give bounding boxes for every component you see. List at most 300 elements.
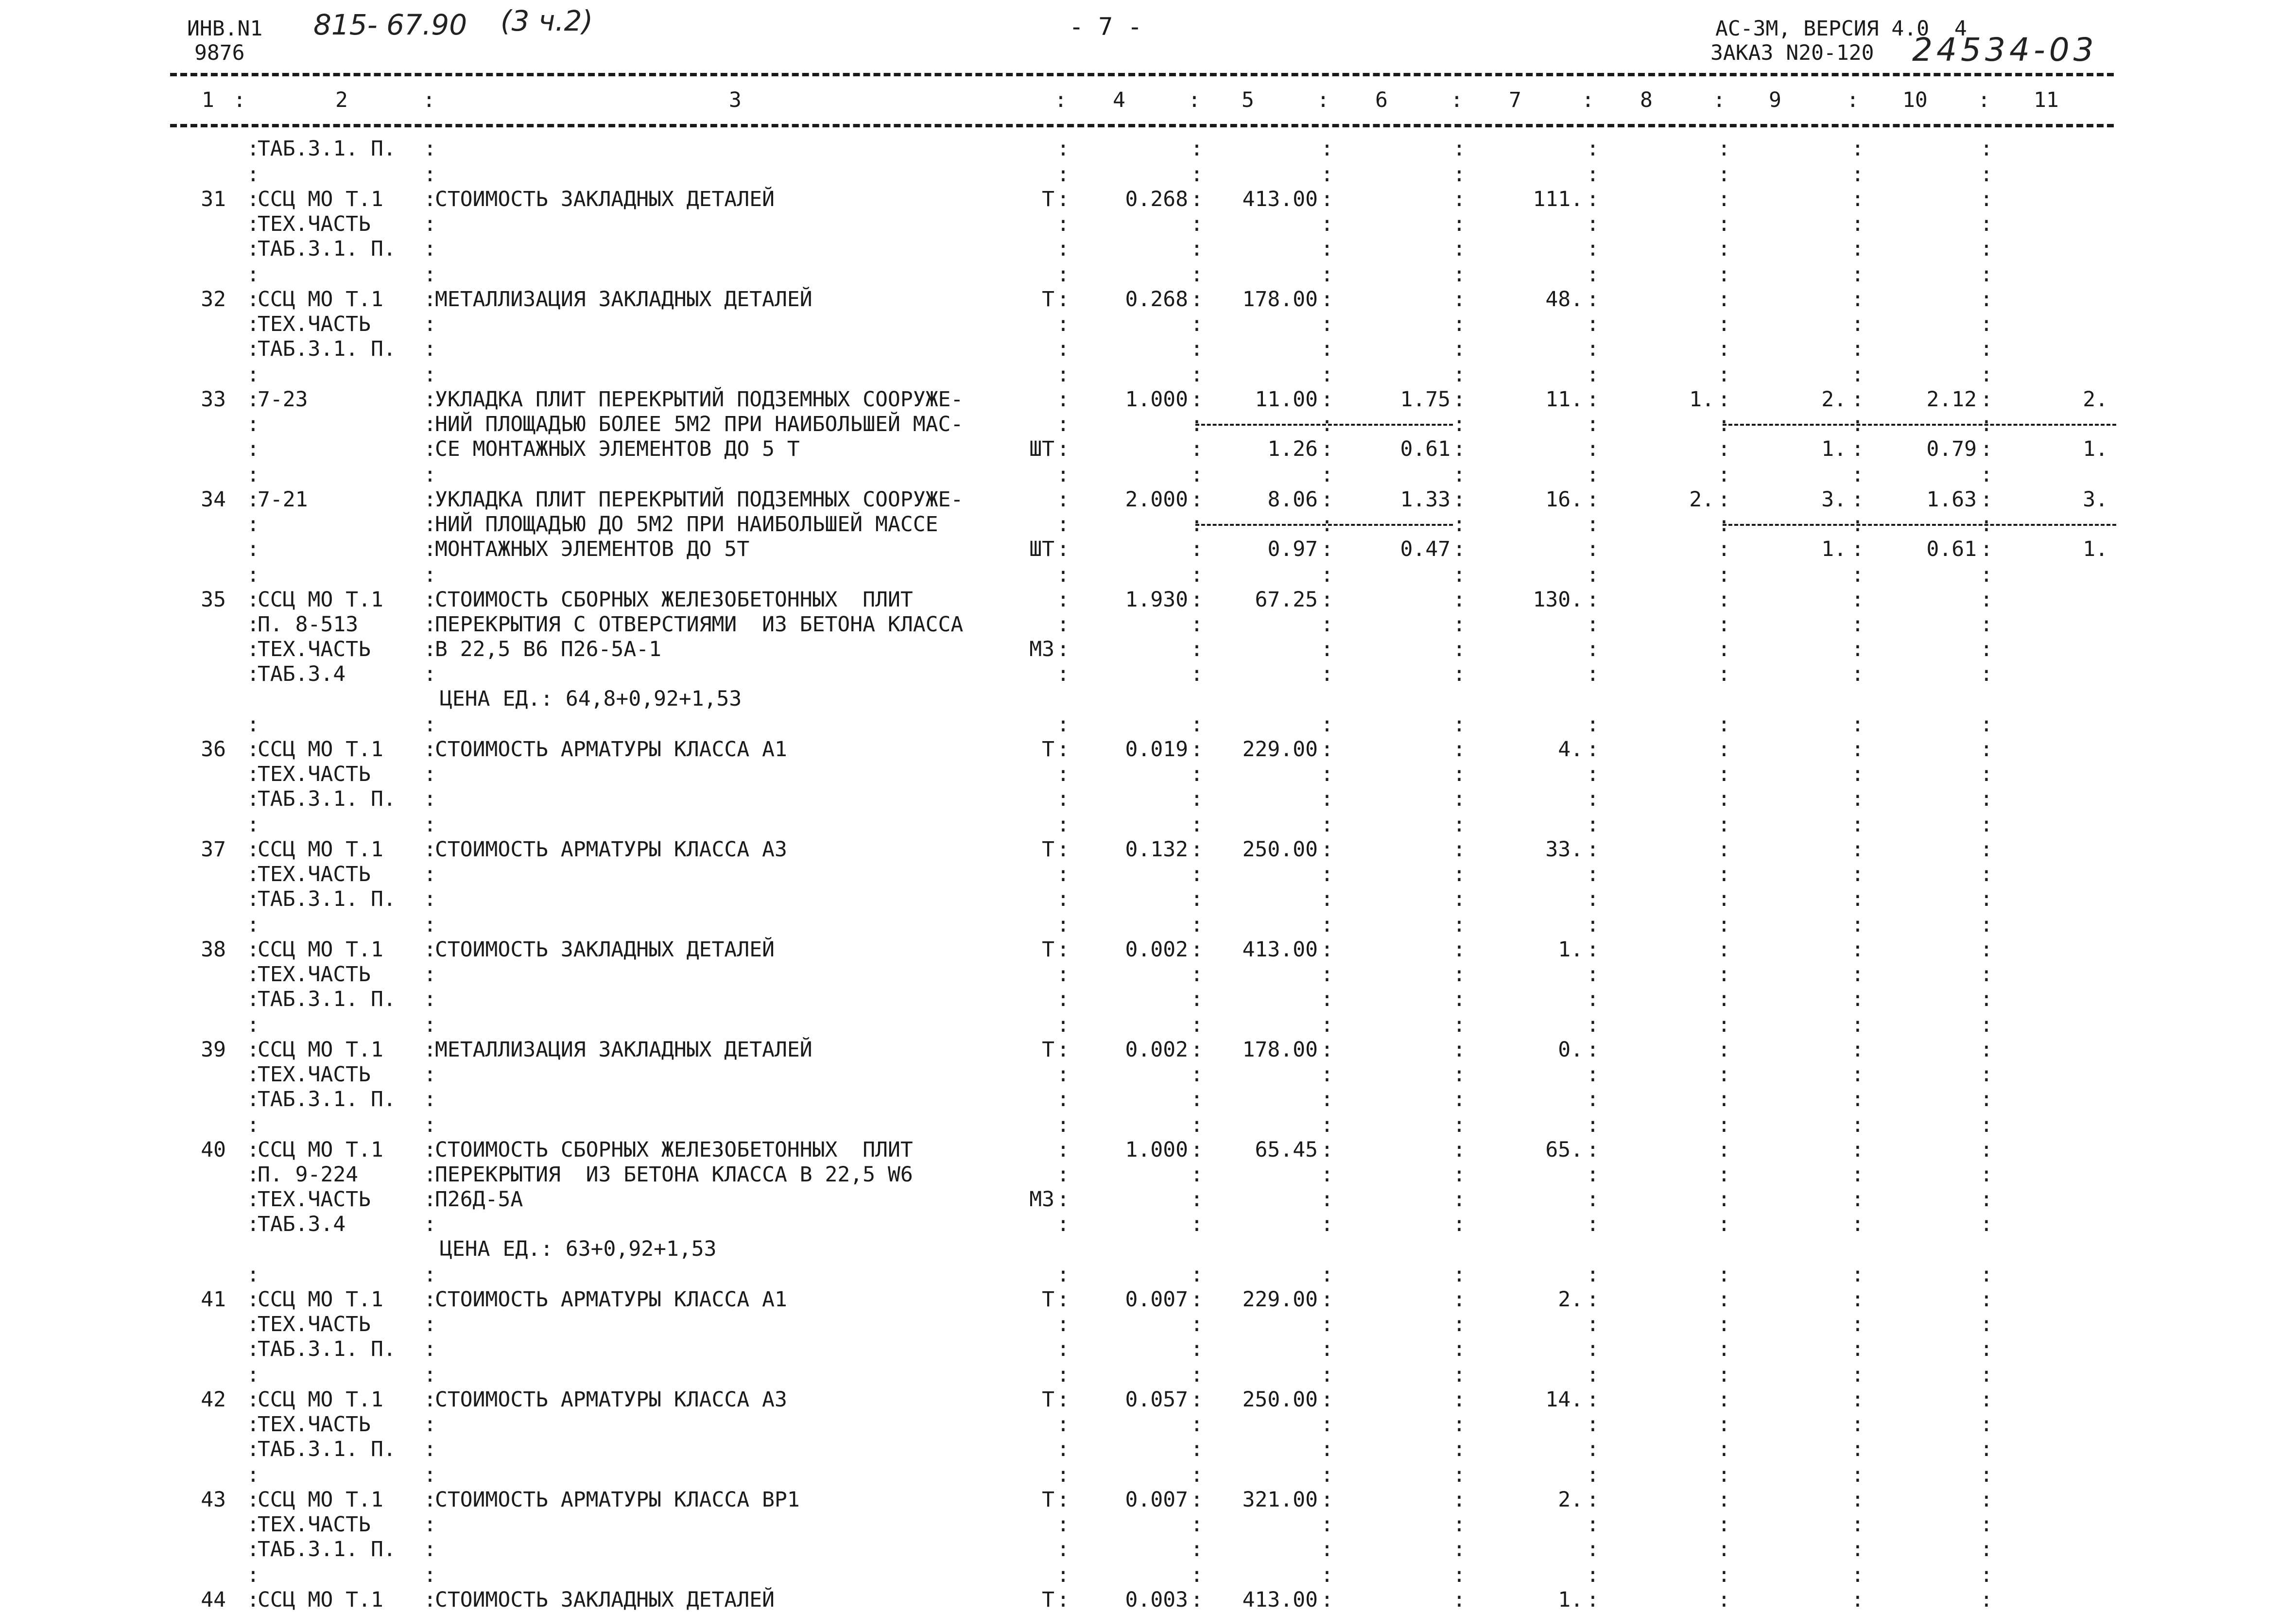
- column-separator: :: [424, 1113, 436, 1137]
- column-separator: :: [1321, 1463, 1333, 1487]
- value-c6: 1.33: [1400, 487, 1450, 512]
- norm-reference: ССЦ МО Т.1: [258, 287, 383, 312]
- column-separator: :: [247, 937, 259, 962]
- work-description: В 22,5 В6 П26-5А-1: [435, 637, 661, 661]
- column-separator: :: [1321, 337, 1333, 361]
- column-separator: :: [1718, 262, 1730, 287]
- norm-reference: ТЕХ.ЧАСТЬ: [258, 1312, 371, 1336]
- column-separator: :: [1980, 1287, 1993, 1312]
- column-separator: :: [1453, 762, 1466, 786]
- header-rule-bottom: [170, 124, 2114, 127]
- column-separator: :: [1587, 137, 1599, 161]
- value-price: 229.00: [1242, 737, 1318, 762]
- column-separator: :: [424, 612, 436, 637]
- column-separator: :: [1191, 1287, 1203, 1312]
- column-separator: :: [1191, 537, 1203, 561]
- column-separator: :: [247, 1113, 259, 1137]
- column-separator: :: [247, 563, 259, 587]
- norm-reference: ССЦ МО Т.1: [258, 937, 383, 962]
- column-separator: :: [1718, 412, 1730, 436]
- column-separator: :: [1453, 1437, 1466, 1461]
- column-separator: :: [1057, 1113, 1070, 1137]
- value-qty: 0.132: [1125, 837, 1188, 862]
- column-separator: :: [1321, 1387, 1333, 1412]
- column-separator: :: [247, 1287, 259, 1312]
- column-separator: :: [1587, 212, 1599, 236]
- column-separator: :: [1587, 887, 1599, 911]
- column-separator: :: [1191, 588, 1203, 612]
- column-separator: :: [1587, 913, 1599, 937]
- column-separator: :: [1718, 1312, 1730, 1336]
- column-separator: :: [1980, 237, 1993, 261]
- column-separator: :: [424, 1512, 436, 1537]
- column-separator: :: [1057, 762, 1070, 786]
- column-separator: :: [1851, 1488, 1864, 1512]
- column-separator: :: [1453, 1287, 1466, 1312]
- column-separator: :: [1851, 1162, 1864, 1187]
- column-separator: :: [1980, 563, 1993, 587]
- column-separator: :: [1321, 162, 1333, 187]
- column-separator: :: [247, 1488, 259, 1512]
- value-c7: 1.: [1558, 937, 1583, 962]
- column-separator: :: [1851, 1113, 1864, 1137]
- column-separator: :: [1453, 887, 1466, 911]
- row-number: 31: [201, 187, 226, 211]
- unit-of-measure: Т: [1042, 737, 1054, 762]
- column-separator: :: [247, 1437, 259, 1461]
- column-separator: :: [1851, 412, 1864, 436]
- column-separator: :: [1851, 387, 1864, 412]
- column-separator: :: [1718, 762, 1730, 786]
- column-separator: :: [1453, 1387, 1466, 1412]
- column-separator: :: [424, 412, 436, 436]
- column-separator: :: [1453, 1113, 1466, 1137]
- column-number-4: 4: [1113, 88, 1125, 112]
- column-separator: :: [1057, 987, 1070, 1011]
- column-separator: :: [1980, 137, 1993, 161]
- work-description: СТОИМОСТЬ ЗАКЛАДНЫХ ДЕТАЛЕЙ: [435, 937, 775, 962]
- column-separator: :: [1980, 1437, 1993, 1461]
- column-separator: :: [1453, 187, 1466, 211]
- column-separator: :: [1321, 987, 1333, 1011]
- column-separator: :: [1718, 962, 1730, 987]
- column-separator: :: [1321, 787, 1333, 811]
- column-separator: :: [1718, 1437, 1730, 1461]
- column-separator: :: [1191, 1463, 1203, 1487]
- unit-of-measure: Т: [1042, 1488, 1054, 1512]
- column-separator: :: [424, 162, 436, 187]
- value-qty: 0.057: [1125, 1387, 1188, 1412]
- column-separator: :: [1191, 1013, 1203, 1037]
- column-separator: :: [1057, 1263, 1070, 1287]
- column-separator: :: [1980, 1113, 1993, 1137]
- column-separator: :: [1453, 837, 1466, 862]
- row-number: 37: [201, 837, 226, 862]
- column-separator: :: [1453, 787, 1466, 811]
- column-separator: :: [424, 437, 436, 461]
- column-separator: :: [1191, 487, 1203, 512]
- column-separator: :: [1191, 1512, 1203, 1537]
- norm-reference: ТАБ.3.1. П.: [258, 1437, 396, 1461]
- column-separator: :: [1587, 762, 1599, 786]
- column-separator: :: [1321, 287, 1333, 312]
- column-separator: :: [424, 1138, 436, 1162]
- column-separator: :: [1191, 1437, 1203, 1461]
- column-separator: :: [247, 987, 259, 1011]
- column-separator: :: [1321, 1162, 1333, 1187]
- sub-value-c9: 1.: [1821, 437, 1847, 461]
- row-number: 32: [201, 287, 226, 312]
- column-separator: :: [1587, 588, 1599, 612]
- row-number: 41: [201, 1287, 226, 1312]
- column-separator: :: [1718, 1588, 1730, 1612]
- column-separator: :: [1587, 637, 1599, 661]
- handwritten-order-number: 24534-03: [1912, 31, 2098, 69]
- value-qty: 0.003: [1125, 1588, 1188, 1612]
- column-separator: :: [247, 1087, 259, 1111]
- column-number-7: 7: [1509, 88, 1521, 112]
- column-separator: :: [1057, 1412, 1070, 1437]
- column-separator: :: [1453, 1187, 1466, 1212]
- column-separator: :: [1980, 1512, 1993, 1537]
- work-description: УКЛАДКА ПЛИТ ПЕРЕКРЫТИЙ ПОДЗЕМНЫХ СООРУЖЕ-: [435, 487, 964, 512]
- norm-reference: ТАБ.3.1. П.: [258, 787, 396, 811]
- column-separator: :: [1453, 987, 1466, 1011]
- work-description: НИЙ ПЛОЩАДЬЮ ДО 5М2 ПРИ НАИБОЛЬШЕЙ МАССЕ: [435, 512, 938, 537]
- column-separator: :: [1718, 212, 1730, 236]
- column-separator: :: [1587, 612, 1599, 637]
- work-description: УКЛАДКА ПЛИТ ПЕРЕКРЫТИЙ ПОДЗЕМНЫХ СООРУЖЕ-: [435, 387, 964, 412]
- column-separator: :: [247, 762, 259, 786]
- column-separator: :: [1057, 537, 1070, 561]
- column-separator: :: [1718, 712, 1730, 737]
- work-description: МЕТАЛЛИЗАЦИЯ ЗАКЛАДНЫХ ДЕТАЛЕЙ: [435, 287, 812, 312]
- column-separator: :: [1191, 1087, 1203, 1111]
- column-separator: :: [1321, 1437, 1333, 1461]
- column-separator: :: [1191, 612, 1203, 637]
- column-separator: :: [1321, 588, 1333, 612]
- column-separator: :: [247, 312, 259, 336]
- column-separator: :: [1057, 662, 1070, 686]
- column-separator: :: [247, 862, 259, 886]
- column-separator: :: [1321, 1187, 1333, 1212]
- column-separator: :: [1980, 1537, 1993, 1561]
- value-qty: 0.268: [1125, 187, 1188, 211]
- column-separator: :: [1718, 512, 1730, 537]
- column-separator: :: [1321, 1062, 1333, 1087]
- column-separator: :: [1587, 1212, 1599, 1236]
- value-price: 8.06: [1267, 487, 1318, 512]
- column-separator: :: [1587, 1463, 1599, 1487]
- column-separator: :: [424, 837, 436, 862]
- column-separator: :: [424, 662, 436, 686]
- column-separator: :: [1057, 813, 1070, 837]
- column-separator: :: [1718, 1062, 1730, 1087]
- column-separator: :: [1980, 862, 1993, 886]
- norm-reference: ССЦ МО Т.1: [258, 1287, 383, 1312]
- value-c7: 1.: [1558, 1588, 1583, 1612]
- column-separator: :: [1057, 212, 1070, 236]
- column-separator: :: [1587, 162, 1599, 187]
- column-separator: :: [1851, 813, 1864, 837]
- column-separator: :: [1191, 1363, 1203, 1387]
- unit-of-measure: Т: [1042, 937, 1054, 962]
- column-separator: :: [1453, 537, 1466, 561]
- column-separator: :: [1191, 887, 1203, 911]
- column-separator: :: [1980, 837, 1993, 862]
- column-separator: :: [1847, 88, 1859, 112]
- column-separator: :: [1057, 913, 1070, 937]
- column-separator: :: [424, 287, 436, 312]
- column-separator: :: [1191, 1588, 1203, 1612]
- column-separator: :: [1191, 137, 1203, 161]
- norm-reference: ТЕХ.ЧАСТЬ: [258, 1187, 371, 1212]
- column-separator: :: [247, 212, 259, 236]
- column-separator: :: [1980, 1162, 1993, 1187]
- column-separator: :: [1851, 737, 1864, 762]
- column-separator: :: [1980, 212, 1993, 236]
- column-separator: :: [1191, 1337, 1203, 1361]
- column-separator: :: [1321, 813, 1333, 837]
- column-separator: :: [1980, 887, 1993, 911]
- column-separator: :: [1057, 262, 1070, 287]
- column-separator: :: [424, 1537, 436, 1561]
- column-separator: :: [1321, 1287, 1333, 1312]
- row-number: 40: [201, 1138, 226, 1162]
- column-separator: :: [1453, 387, 1466, 412]
- column-separator: :: [1188, 88, 1201, 112]
- column-separator: :: [1321, 1512, 1333, 1537]
- column-separator: :: [1851, 312, 1864, 336]
- column-separator: :: [1191, 1537, 1203, 1561]
- column-number-11: 11: [2034, 88, 2059, 112]
- value-price: 413.00: [1242, 1588, 1318, 1612]
- column-separator: :: [1718, 862, 1730, 886]
- column-separator: :: [247, 1588, 259, 1612]
- column-separator: :: [1321, 887, 1333, 911]
- column-separator: :: [247, 637, 259, 661]
- row-number: 33: [201, 387, 226, 412]
- column-separator: :: [247, 162, 259, 187]
- column-separator: :: [1191, 287, 1203, 312]
- column-separator: :: [1191, 463, 1203, 487]
- column-separator: :: [1980, 987, 1993, 1011]
- column-separator: :: [1980, 187, 1993, 211]
- column-separator: :: [247, 137, 259, 161]
- column-separator: :: [424, 463, 436, 487]
- value-price: 413.00: [1242, 937, 1318, 962]
- sub-value-rule: [1723, 424, 2116, 426]
- work-description: СТОИМОСТЬ АРМАТУРЫ КЛАССА А3: [435, 837, 787, 862]
- column-separator: :: [1191, 237, 1203, 261]
- column-separator: :: [1453, 637, 1466, 661]
- column-separator: :: [1587, 1113, 1599, 1137]
- column-separator: :: [1453, 1537, 1466, 1561]
- column-separator: :: [1980, 1588, 1993, 1612]
- column-separator: :: [1718, 1363, 1730, 1387]
- work-description: СТОИМОСТЬ ЗАКЛАДНЫХ ДЕТАЛЕЙ: [435, 1588, 775, 1612]
- column-separator: :: [1453, 1363, 1466, 1387]
- column-separator: :: [1453, 1588, 1466, 1612]
- column-separator: :: [1191, 412, 1203, 436]
- column-separator: :: [424, 1013, 436, 1037]
- column-separator: :: [1587, 737, 1599, 762]
- norm-reference: ТЕХ.ЧАСТЬ: [258, 1062, 371, 1087]
- sub-value-rule: [1195, 424, 1453, 426]
- column-separator: :: [1718, 1162, 1730, 1187]
- column-separator: :: [1057, 1437, 1070, 1461]
- column-separator: :: [1980, 512, 1993, 537]
- work-description: НИЙ ПЛОЩАДЬЮ БОЛЕЕ 5М2 ПРИ НАИБОЛЬШЕЙ МАС-: [435, 412, 964, 436]
- column-separator: :: [1057, 363, 1070, 387]
- column-separator: :: [1191, 1162, 1203, 1187]
- column-separator: :: [1587, 1287, 1599, 1312]
- column-separator: :: [1453, 1212, 1466, 1236]
- column-separator: :: [247, 787, 259, 811]
- column-separator: :: [424, 937, 436, 962]
- column-separator: :: [247, 1187, 259, 1212]
- column-separator: :: [1587, 1363, 1599, 1387]
- column-separator: :: [1453, 412, 1466, 436]
- value-c7: 48.: [1545, 287, 1583, 312]
- column-separator: :: [1321, 962, 1333, 987]
- column-separator: :: [247, 1062, 259, 1087]
- norm-reference: 7-23: [258, 387, 308, 412]
- value-c8: 1.: [1689, 387, 1714, 412]
- column-separator: :: [1321, 737, 1333, 762]
- value-qty: 1.000: [1125, 1138, 1188, 1162]
- column-separator: :: [1851, 1062, 1864, 1087]
- column-separator: :: [1057, 1512, 1070, 1537]
- norm-reference: ТЕХ.ЧАСТЬ: [258, 1412, 371, 1437]
- norm-reference: ТАБ.3.1. П.: [258, 337, 396, 361]
- column-separator: :: [1321, 762, 1333, 786]
- value-c11: 2.: [2083, 387, 2108, 412]
- sub-value-c10: 0.79: [1926, 437, 1977, 461]
- column-separator: :: [1453, 1563, 1466, 1587]
- column-separator: :: [247, 813, 259, 837]
- column-separator: :: [1057, 1588, 1070, 1612]
- row-number: 36: [201, 737, 226, 762]
- column-separator: :: [1980, 813, 1993, 837]
- column-separator: :: [1453, 913, 1466, 937]
- column-separator: :: [1718, 737, 1730, 762]
- column-separator: :: [1587, 1537, 1599, 1561]
- column-separator: :: [1587, 537, 1599, 561]
- column-separator: :: [424, 1187, 436, 1212]
- norm-reference: ТЕХ.ЧАСТЬ: [258, 962, 371, 987]
- column-separator: :: [424, 1162, 436, 1187]
- column-separator: :: [1980, 1062, 1993, 1087]
- column-separator: :: [1191, 1387, 1203, 1412]
- column-separator: :: [1851, 337, 1864, 361]
- column-number-6: 6: [1375, 88, 1388, 112]
- column-separator: :: [1851, 1263, 1864, 1287]
- column-separator: :: [1321, 1013, 1333, 1037]
- value-price: 250.00: [1242, 837, 1318, 862]
- column-separator: :: [1980, 312, 1993, 336]
- column-number-9: 9: [1769, 88, 1781, 112]
- column-separator: :: [1321, 1212, 1333, 1236]
- column-separator: :: [1587, 1412, 1599, 1437]
- column-separator: :: [1718, 437, 1730, 461]
- column-separator: :: [247, 1013, 259, 1037]
- column-separator: :: [1191, 337, 1203, 361]
- column-separator: :: [1057, 837, 1070, 862]
- column-separator: :: [424, 1062, 436, 1087]
- column-separator: :: [1718, 137, 1730, 161]
- column-separator: :: [1191, 1488, 1203, 1512]
- page-number: - 7 -: [1069, 13, 1142, 41]
- column-separator: :: [424, 363, 436, 387]
- column-separator: :: [424, 962, 436, 987]
- column-separator: :: [1587, 1488, 1599, 1512]
- column-separator: :: [247, 387, 259, 412]
- column-separator: :: [1851, 962, 1864, 987]
- column-separator: :: [1851, 762, 1864, 786]
- column-separator: :: [1980, 1563, 1993, 1587]
- column-separator: :: [424, 537, 436, 561]
- column-separator: :: [1191, 1038, 1203, 1062]
- column-separator: :: [1453, 463, 1466, 487]
- column-separator: :: [1057, 437, 1070, 461]
- column-separator: :: [247, 1512, 259, 1537]
- column-separator: :: [1851, 1013, 1864, 1037]
- column-separator: :: [1453, 1337, 1466, 1361]
- column-separator: :: [1587, 412, 1599, 436]
- column-separator: :: [424, 1588, 436, 1612]
- column-separator: :: [424, 187, 436, 211]
- column-separator: :: [247, 1138, 259, 1162]
- column-separator: :: [424, 1337, 436, 1361]
- column-separator: :: [247, 588, 259, 612]
- column-separator: :: [1718, 1038, 1730, 1062]
- value-c7: 14.: [1545, 1387, 1583, 1412]
- column-separator: :: [1191, 1312, 1203, 1336]
- unit-of-measure: ШТ: [1029, 537, 1054, 561]
- unit-of-measure: Т: [1042, 1287, 1054, 1312]
- column-separator: :: [1980, 363, 1993, 387]
- column-separator: :: [1321, 312, 1333, 336]
- column-separator: :: [1851, 212, 1864, 236]
- column-separator: :: [247, 1263, 259, 1287]
- column-separator: :: [247, 363, 259, 387]
- column-separator: :: [1057, 962, 1070, 987]
- column-separator: :: [1587, 1263, 1599, 1287]
- column-separator: :: [1980, 463, 1993, 487]
- column-separator: :: [424, 1563, 436, 1587]
- column-separator: :: [1453, 662, 1466, 686]
- row-number: 35: [201, 588, 226, 612]
- value-qty: 0.268: [1125, 287, 1188, 312]
- column-separator: :: [1980, 762, 1993, 786]
- column-separator: :: [1851, 712, 1864, 737]
- column-separator: :: [1718, 387, 1730, 412]
- column-separator: :: [1321, 512, 1333, 537]
- column-separator: :: [1851, 463, 1864, 487]
- column-separator: :: [1980, 287, 1993, 312]
- value-qty: 2.000: [1125, 487, 1188, 512]
- column-separator: :: [1718, 662, 1730, 686]
- column-separator: :: [1191, 962, 1203, 987]
- column-separator: :: [1453, 737, 1466, 762]
- column-separator: :: [424, 1087, 436, 1111]
- column-separator: :: [1191, 662, 1203, 686]
- column-separator: :: [1453, 337, 1466, 361]
- column-separator: :: [1450, 88, 1463, 112]
- norm-reference: ССЦ МО Т.1: [258, 1387, 383, 1412]
- column-separator: :: [247, 1537, 259, 1561]
